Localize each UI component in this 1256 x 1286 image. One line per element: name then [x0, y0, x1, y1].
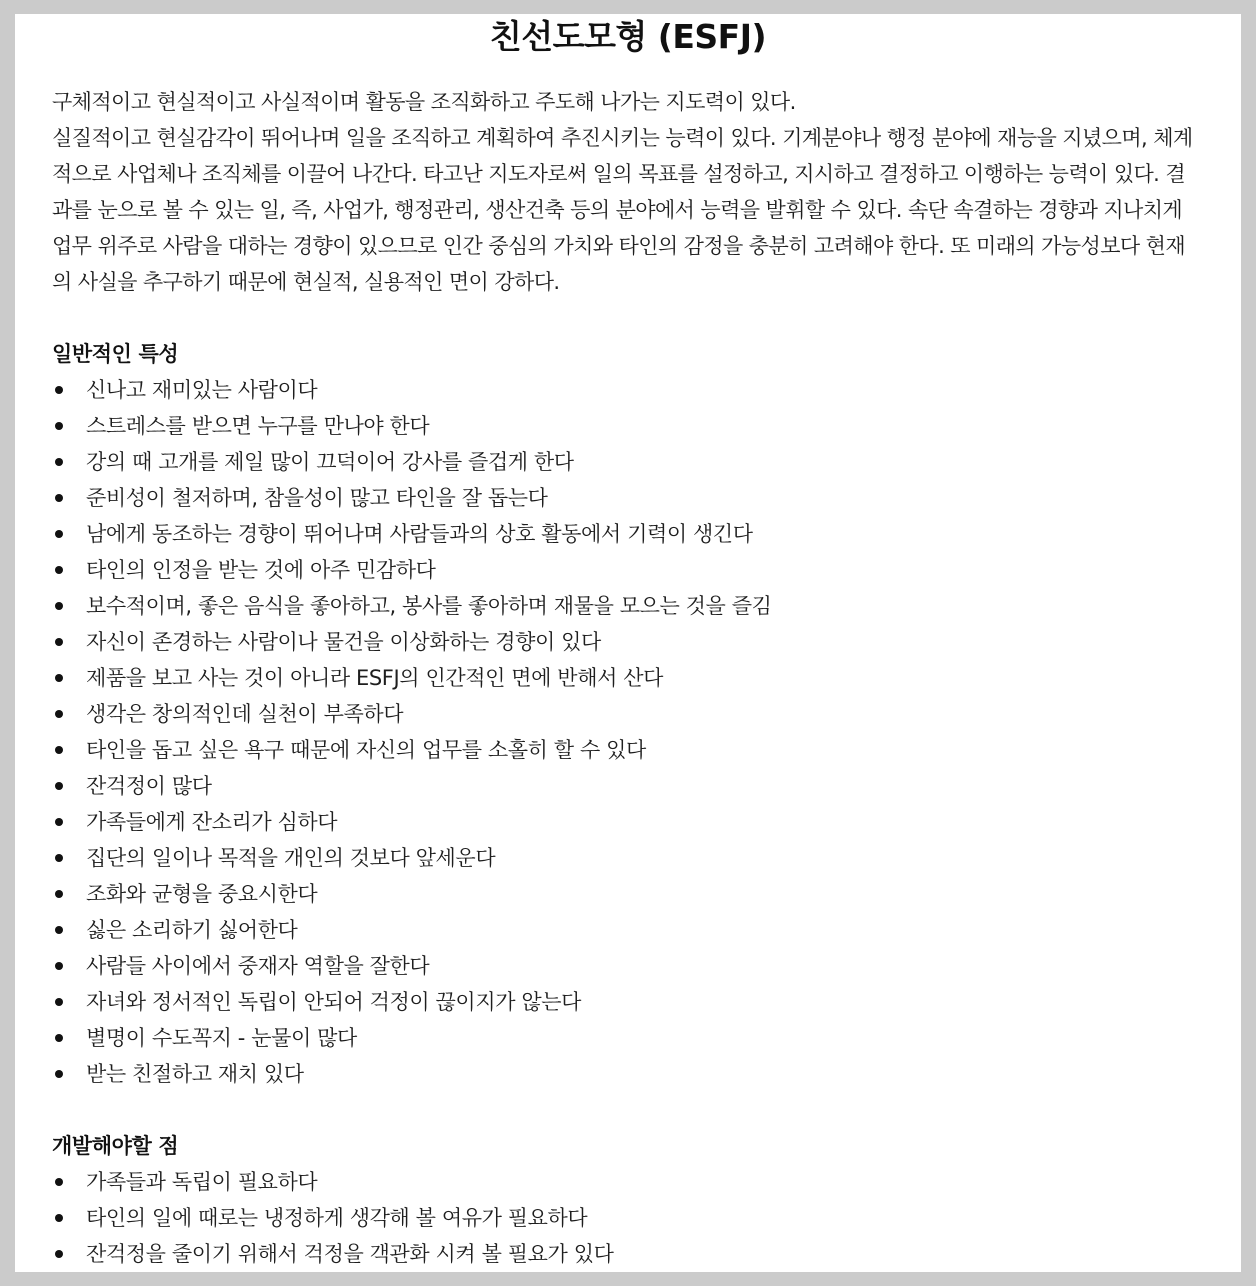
bullet-icon — [55, 1250, 63, 1258]
list-item — [52, 1020, 1202, 1056]
bullet-icon — [55, 1070, 63, 1078]
list-item — [52, 984, 1202, 1020]
list-item-text: 자녀와 정서적인 독립이 안되어 걱정이 끊이지가 않는다 — [86, 990, 582, 1014]
bullet-icon — [55, 1034, 63, 1042]
bullet-icon — [55, 566, 63, 574]
list-item — [52, 660, 1202, 696]
list-item-text: 받는 친절하고 재치 있다 — [86, 1062, 304, 1086]
intro-text — [52, 84, 1202, 300]
list-item-text: 타인의 일에 때로는 냉정하게 생각해 볼 여유가 필요하다 — [86, 1206, 588, 1230]
list-item-text: 집단의 일이나 목적을 개인의 것보다 앞세운다 — [86, 846, 496, 870]
list-item-text: 타인을 돕고 싶은 욕구 때문에 자신의 업무를 소홀히 할 수 있다 — [86, 738, 646, 762]
list-item — [52, 408, 1202, 444]
list-item-text: 준비성이 철저하며, 참을성이 많고 타인을 잘 돕는다 — [86, 486, 548, 510]
bullet-icon — [55, 530, 63, 538]
bullet-icon — [55, 602, 63, 610]
list-item — [52, 1056, 1202, 1092]
bullet-icon — [55, 998, 63, 1006]
bullet-icon — [55, 1214, 63, 1222]
list-item — [52, 516, 1202, 552]
bullet-icon — [55, 638, 63, 646]
bullet-icon — [55, 926, 63, 934]
list-item — [52, 480, 1202, 516]
list-item — [52, 696, 1202, 732]
list-item — [52, 1164, 1202, 1200]
list-item — [52, 372, 1202, 408]
bullet-icon — [55, 854, 63, 862]
list-item-text: 신나고 재미있는 사람이다 — [86, 378, 318, 402]
bullet-icon — [55, 422, 63, 430]
list-item-text: 사람들 사이에서 중재자 역할을 잘한다 — [86, 954, 430, 978]
list-item-text: 남에게 동조하는 경향이 뛰어나며 사람들과의 상호 활동에서 기력이 생긴다 — [86, 522, 753, 546]
intro-paragraph: 구체적이고 현실적이고 사실적이며 활동을 조직화하고 주도해 나가는 지도력이 있다. — [52, 90, 796, 114]
bullet-icon — [55, 890, 63, 898]
list-item-text: 잔걱정을 줄이기 위해서 걱정을 객관화 시켜 볼 필요가 있다 — [86, 1242, 614, 1266]
list-item — [52, 588, 1202, 624]
intro-paragraph: 실질적이고 현실감각이 뛰어나며 일을 조직하고 계획하여 추진시키는 능력이 있다. 기계분야나 행정 분야에 재능을 지녔으며, 체계적으로 사업체나 조직체를 이끌어 나간다. 타고난 지도자로써 일의 목표를 설정하고, 지시하고 결정하고 이행하는 능력이 있다. 결과를 눈으로 볼 수 있는 일, 즉, 사업가, 행정관리, 생산건축 등의 분야에서 능력을 발휘할 수 있다. 속단 속결하는 경향과 지나치게 업무 위주로 사람을 대하는 경향이 있으므로 인간 중심의 가치와 타인의 감정을 충분히 고려해야 한다. 또 미래의 가능성보다 현재의 사실을 추구하기 때문에 현실적, 실용적인 면이 강하다. — [52, 126, 1193, 294]
section-heading: 개발해야할 점 — [52, 1134, 179, 1158]
bullet-icon — [55, 962, 63, 970]
general-traits-list — [52, 372, 1202, 1092]
list-item — [52, 624, 1202, 660]
bullet-icon — [55, 818, 63, 826]
development-section — [52, 1128, 1202, 1272]
list-item — [52, 444, 1202, 480]
list-item-text: 별명이 수도꼭지 - 눈물이 많다 — [86, 1026, 357, 1050]
bullet-icon — [55, 782, 63, 790]
development-list — [52, 1164, 1202, 1272]
bullet-icon — [55, 710, 63, 718]
list-item — [52, 768, 1202, 804]
general-traits-section — [52, 336, 1202, 1092]
list-item-text: 자신이 존경하는 사람이나 물건을 이상화하는 경향이 있다 — [86, 630, 601, 654]
list-item-text: 잔걱정이 많다 — [86, 774, 212, 798]
list-item-text: 싫은 소리하기 싫어한다 — [86, 918, 298, 942]
list-item — [52, 948, 1202, 984]
bullet-icon — [55, 1178, 63, 1186]
list-item — [52, 732, 1202, 768]
bullet-icon — [55, 674, 63, 682]
page-title: 친선도모형 (ESFJ) — [489, 17, 767, 56]
list-item-text: 제품을 보고 사는 것이 아니라 ESFJ의 인간적인 면에 반해서 산다 — [86, 666, 664, 690]
list-item — [52, 1236, 1202, 1272]
list-item — [52, 912, 1202, 948]
list-item-text: 보수적이며, 좋은 음식을 좋아하고, 봉사를 좋아하며 재물을 모으는 것을 즐김 — [86, 594, 772, 618]
list-item — [52, 876, 1202, 912]
list-item — [52, 552, 1202, 588]
bullet-icon — [55, 746, 63, 754]
list-item — [52, 840, 1202, 876]
list-item-text: 가족들에게 잔소리가 심하다 — [86, 810, 338, 834]
list-item-text: 생각은 창의적인데 실천이 부족하다 — [86, 702, 404, 726]
list-item-text: 스트레스를 받으면 누구를 만나야 한다 — [86, 414, 430, 438]
bullet-icon — [55, 386, 63, 394]
list-item-text: 조화와 균형을 중요시한다 — [86, 882, 318, 906]
document-page — [15, 14, 1241, 1272]
list-item-text: 타인의 인정을 받는 것에 아주 민감하다 — [86, 558, 436, 582]
list-item-text: 가족들과 독립이 필요하다 — [86, 1170, 318, 1194]
list-item-text: 강의 때 고개를 제일 많이 끄덕이어 강사를 즐겁게 한다 — [86, 450, 574, 474]
bullet-icon — [55, 494, 63, 502]
list-item — [52, 804, 1202, 840]
section-heading: 일반적인 특성 — [52, 342, 179, 366]
bullet-icon — [55, 458, 63, 466]
list-item — [52, 1200, 1202, 1236]
